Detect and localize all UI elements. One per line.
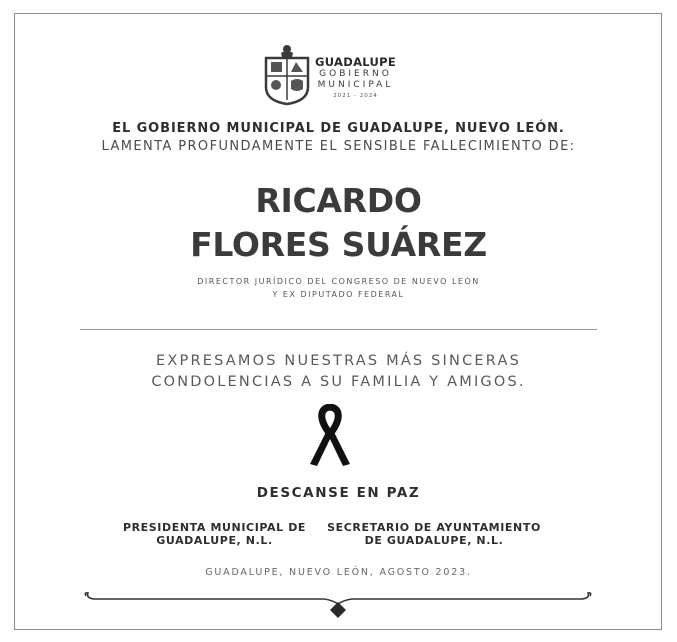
divider xyxy=(80,329,597,330)
deceased-role-line2: Y EX DIPUTADO FEDERAL xyxy=(272,290,405,299)
signature-right-line2: DE GUADALUPE, N.L. xyxy=(364,534,504,547)
rest-in-peace: DESCANSE EN PAZ xyxy=(256,485,421,501)
deceased-name-line2: FLORES SUÁREZ xyxy=(190,225,487,264)
mourning-ribbon-icon xyxy=(305,404,355,470)
heading-line1: EL GOBIERNO MUNICIPAL DE GUADALUPE, NUEVO LEÓN. xyxy=(112,121,565,136)
deceased-role-line1: DIRECTOR JURÍDICO DEL CONGRESO DE NUEVO LEÓN xyxy=(197,277,480,286)
municipal-logo xyxy=(263,43,403,107)
signature-left-line1: PRESIDENTA MUNICIPAL DE xyxy=(122,521,307,534)
logo-subtitle-line1: GOBIERNO xyxy=(319,69,392,79)
logo-years: 2021 - 2024 xyxy=(333,93,378,99)
condolences-line1: EXPRESAMOS NUESTRAS MÁS SINCERAS xyxy=(156,353,521,369)
signature-right-line1: SECRETARIO DE AYUNTAMIENTO xyxy=(327,521,541,534)
deceased-name-line1: RICARDO xyxy=(255,181,422,220)
coat-of-arms-icon xyxy=(263,43,311,107)
condolences-line2: CONDOLENCIAS A SU FAMILIA Y AMIGOS. xyxy=(151,374,526,390)
logo-subtitle-line2: MUNICIPAL xyxy=(317,80,394,90)
place-date: GUADALUPE, NUEVO LEÓN, AGOSTO 2023. xyxy=(205,567,472,578)
heading-line2: LAMENTA PROFUNDAMENTE EL SENSIBLE FALLECIMIENTO DE: xyxy=(101,139,576,154)
diamond-ornament-icon xyxy=(80,586,596,620)
signature-left-line2: GUADALUPE, N.L. xyxy=(156,534,273,547)
signature-left xyxy=(117,521,312,547)
signature-right xyxy=(324,521,544,547)
logo-brand: GUADALUPE xyxy=(315,55,397,69)
